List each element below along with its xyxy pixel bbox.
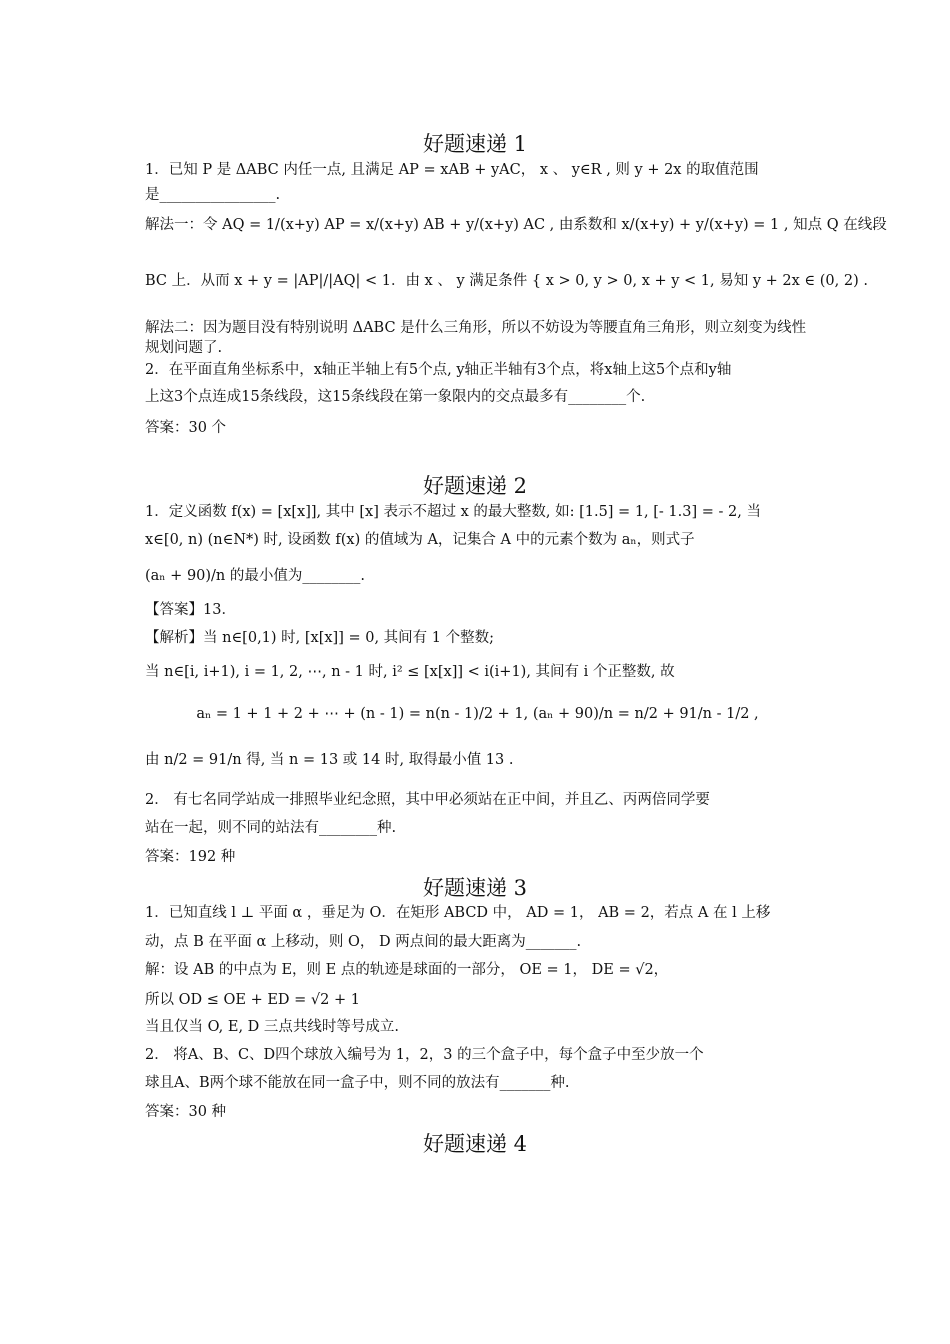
- solution-line: 所以 OD ≤ OE + ED = √2 + 1: [145, 992, 360, 1008]
- problem-line: 站在一起，则不同的站法有________种.: [145, 820, 397, 836]
- section-title-1: 好题速递 1: [422, 132, 528, 156]
- answer-line: 【答案】13．: [145, 602, 236, 618]
- problem-line: (aₙ + 90)/n 的最小值为________.: [145, 568, 365, 584]
- answer-line: 答案：30 种: [145, 1104, 227, 1120]
- solution-line: 当且仅当 O, E, D 三点共线时等号成立.: [145, 1019, 400, 1035]
- solution-line: BC 上．从而 x + y = |AP|/|AQ| < 1．由 x 、 y 满足条件 { x > 0, y > 0, x + y < 1, 易知 y + 2x ∈ (0, 2) .: [145, 273, 868, 289]
- problem-line: 2． 将A、B、C、D四个球放入编号为 1，2，3 的三个盒子中，每个盒子中至少放一个: [145, 1047, 704, 1063]
- solution-line: 解法二：因为题目没有特别说明 ΔABC 是什么三角形，所以不妨设为等腰直角三角形，则立刻变为线性规划问题了.: [145, 320, 807, 356]
- section-title-3: 好题速递 3: [422, 876, 528, 900]
- problem-line: 1．已知直线 l ⊥ 平面 α ，垂足为 O．在矩形 ABCD 中， AD = 1， AB = 2，若点 A 在 l 上移: [145, 905, 771, 921]
- section-title-2: 好题速递 2: [422, 474, 528, 498]
- problem-line: 上这3个点连成15条线段，这15条线段在第一象限内的交点最多有________个.: [145, 389, 646, 405]
- answer-line: 答案：30 个: [145, 420, 227, 436]
- problem-line: 是________________.: [145, 187, 281, 203]
- answer-line: 答案：192 种: [145, 849, 236, 865]
- problem-line: 1．已知 P 是 ΔABC 内任一点, 且满足 AP = xAB + yAC， x 、 y∈R , 则 y + 2x 的取值范围: [145, 162, 759, 178]
- solution-line: 解法一：令 AQ = 1/(x+y) AP = x/(x+y) AB + y/(x+y) AC , 由系数和 x/(x+y) + y/(x+y) = 1 , 知点 Q 在线段: [145, 217, 887, 233]
- problem-line: 2．在平面直角坐标系中，x轴正半轴上有5个点, y轴正半轴有3个点，将x轴上这5个点和y轴: [145, 362, 732, 378]
- problem-line: 动，点 B 在平面 α 上移动，则 O， D 两点间的最大距离为_______.: [145, 934, 582, 950]
- problem-line: 2． 有七名同学站成一排照毕业纪念照，其中甲必须站在正中间，并且乙、丙两倍同学要: [145, 792, 710, 808]
- analysis-line: 【解析】当 n∈[0,1) 时, [x[x]] = 0, 其间有 1 个整数;: [145, 630, 495, 646]
- analysis-line: 由 n/2 = 91/n 得, 当 n = 13 或 14 时, 取得最小值 13 .: [145, 752, 514, 768]
- analysis-formula: aₙ = 1 + 1 + 2 + ⋯ + (n - 1) = n(n - 1)/2 + 1, (aₙ + 90)/n = n/2 + 91/n - 1/2 ,: [196, 706, 759, 722]
- analysis-line: 当 n∈[i, i+1), i = 1, 2, ⋯, n - 1 时, i² ≤ [x[x]] < i(i+1), 其间有 i 个正整数, 故: [145, 664, 675, 680]
- problem-line: x∈[0, n) (n∈N*) 时, 设函数 f(x) 的值域为 A，记集合 A 中的元素个数为 aₙ，则式子: [145, 532, 695, 548]
- solution-line: 解：设 AB 的中点为 E，则 E 点的轨迹是球面的一部分， OE = 1， DE = √2，: [145, 962, 669, 978]
- problem-line: 球且A、B两个球不能放在同一盒子中，则不同的放法有_______种.: [145, 1075, 570, 1091]
- section-title-4: 好题速递 4: [422, 1132, 528, 1156]
- problem-line: 1．定义函数 f(x) = [x[x]], 其中 [x] 表示不超过 x 的最大整数, 如: [1.5] = 1, [- 1.3] = - 2, 当: [145, 504, 761, 520]
